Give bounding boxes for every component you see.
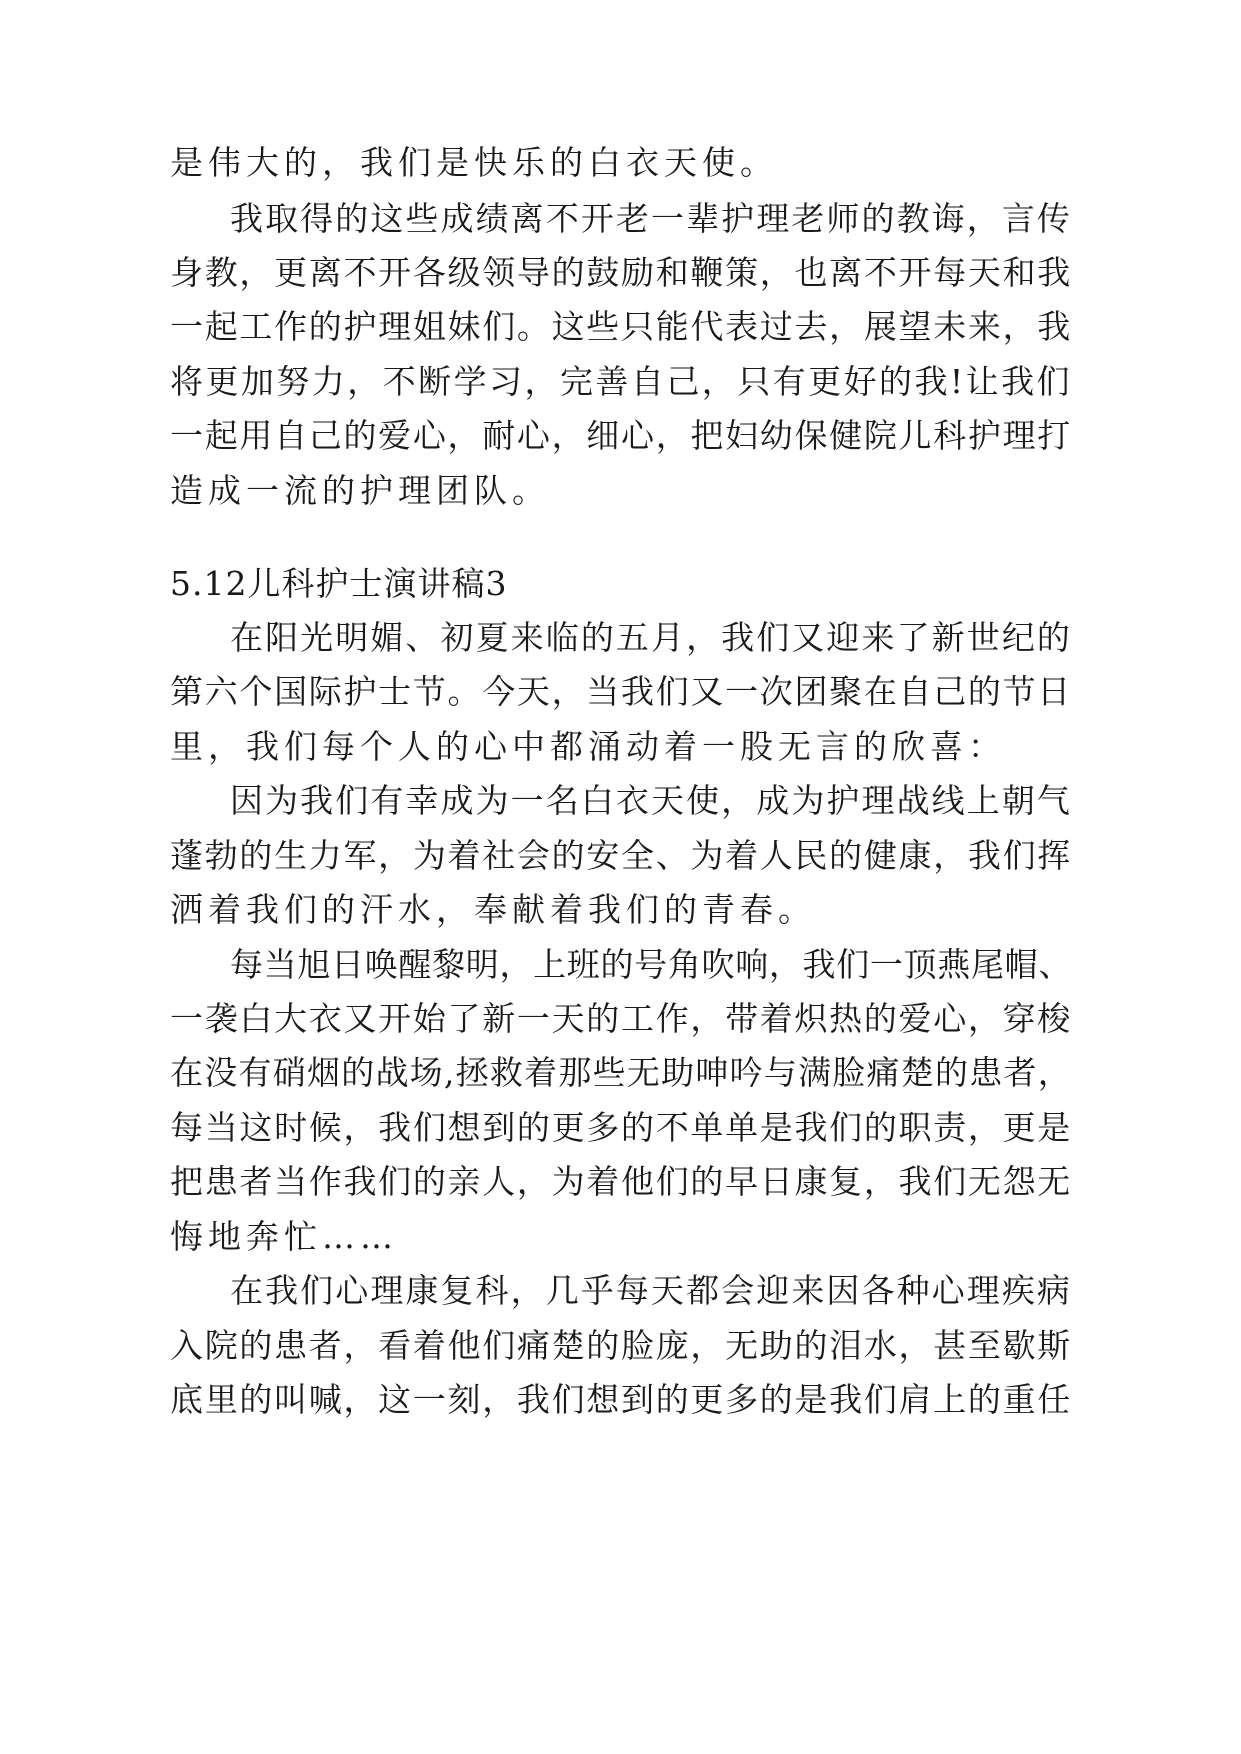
- paragraph-text: 把患者当作我们的亲人，为着他们的早日康复，我们无怨无: [170, 1162, 1072, 1201]
- paragraph-text: 悔地奔忙……: [170, 1217, 398, 1256]
- text-line: [0, 297, 1241, 357]
- text-line: [0, 935, 1241, 995]
- paragraph-text: 底里的叫喊，这一刻，我们想到的更多的是我们肩上的重任: [170, 1380, 1072, 1419]
- text-line: [0, 608, 1241, 668]
- text-line: [0, 243, 1241, 303]
- paragraph-text: 每当旭日唤醒黎明，上班的号角吹响，我们一顶燕尾帽、: [230, 945, 1072, 984]
- text-line: [0, 1370, 1241, 1430]
- text-line: [0, 771, 1241, 831]
- text-line: [0, 989, 1241, 1049]
- paragraph-text: 里，我们每个人的心中都涌动着一股无言的欣喜：: [170, 727, 1006, 766]
- text-line: [0, 717, 1241, 777]
- paragraph-text: 洒着我们的汗水，奉献着我们的青春。: [170, 890, 816, 929]
- text-line: [0, 461, 1241, 521]
- paragraph-text: 在阳光明媚、初夏来临的五月，我们又迎来了新世纪的: [230, 618, 1072, 657]
- paragraph-text: 因为我们有幸成为一名白衣天使，成为护理战线上朝气: [230, 781, 1072, 820]
- paragraph-text: 是伟大的，我们是快乐的白衣天使。: [170, 143, 778, 182]
- paragraph-text: 一起用自己的爱心，耐心，细心，把妇幼保健院儿科护理打: [170, 416, 1072, 455]
- paragraph-text: 一袭白大衣又开始了新一天的工作，带着炽热的爱心，穿梭: [170, 999, 1072, 1038]
- paragraph-text: 我取得的这些成绩离不开老一辈护理老师的教诲，言传: [230, 199, 1072, 238]
- section-heading-line: [0, 554, 1241, 614]
- text-line: [0, 826, 1241, 886]
- text-line: [0, 1098, 1241, 1158]
- paragraph-text: 入院的患者，看着他们痛楚的脸庞，无助的泪水，甚至歇斯: [170, 1326, 1072, 1365]
- text-line: [0, 352, 1241, 412]
- text-line: [0, 1316, 1241, 1376]
- paragraph-text: 蓬勃的生力军，为着社会的安全、为着人民的健康，我们挥: [170, 836, 1072, 875]
- text-line: [0, 406, 1241, 466]
- text-line: [0, 1043, 1241, 1103]
- text-line: [0, 1207, 1241, 1267]
- paragraph-text: 一起工作的护理姐妹们。这些只能代表过去，展望未来，我: [170, 307, 1072, 346]
- text-line: [0, 880, 1241, 940]
- text-line: [0, 133, 1241, 193]
- text-line: [0, 189, 1241, 249]
- paragraph-text: 每当这时候，我们想到的更多的不单单是我们的职责，更是: [170, 1108, 1072, 1147]
- paragraph-text: 将更加努力，不断学习，完善自己，只有更好的我!让我们: [170, 362, 1072, 401]
- paragraph-text: 身教，更离不开各级领导的鼓励和鞭策，也离不开每天和我: [170, 253, 1072, 292]
- section-heading: 5.12儿科护士演讲稿3: [170, 564, 508, 603]
- text-line: [0, 1261, 1241, 1321]
- paragraph-text: 在我们心理康复科，几乎每天都会迎来因各种心理疾病: [230, 1271, 1072, 1310]
- text-line: [0, 662, 1241, 722]
- paragraph-text: 造成一流的护理团队。: [170, 471, 550, 510]
- paragraph-text: 第六个国际护士节。今天，当我们又一次团聚在自己的节日: [170, 672, 1072, 711]
- paragraph-text: 在没有硝烟的战场,拯救着那些无助呻吟与满脸痛楚的患者，: [170, 1053, 1072, 1092]
- text-line: [0, 1152, 1241, 1212]
